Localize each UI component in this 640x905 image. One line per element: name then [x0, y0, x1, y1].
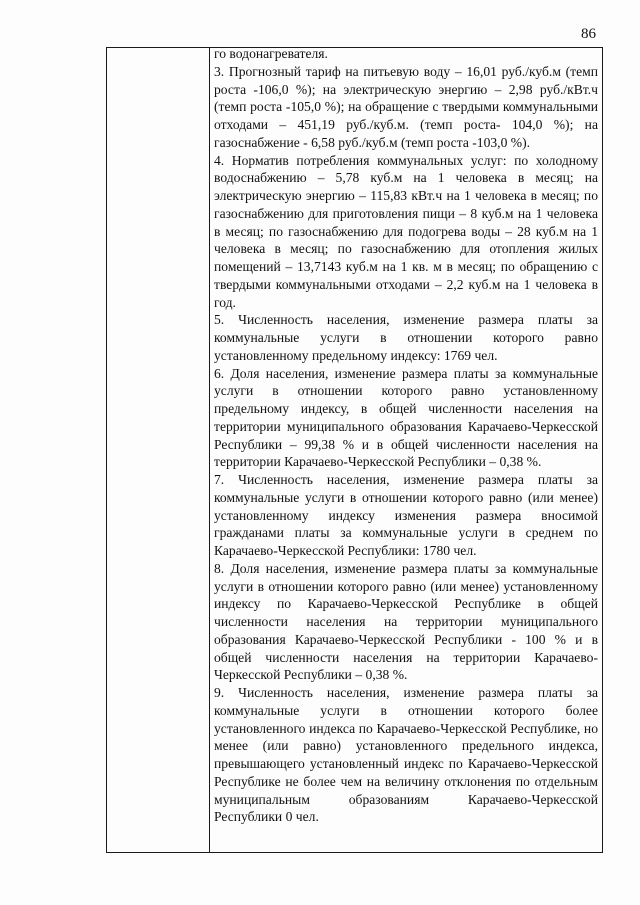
- table-cell-content: [214, 45, 598, 826]
- paragraph-item-4: 4. Норматив потребления коммунальных услуг: по холодному водоснабжению – 5,78 куб.м на 1 человека в месяц; на электрическую энергию – 115,83 кВт.ч на 1 человека в месяц; по газоснабжению для приготовления пищи – 8 куб.м на 1 человека в месяц; по газоснабжению для подогрева воды – 28 куб.м на 1 человека в месяц; по газоснабжению для отопления жилых помещений – 13,7143 куб.м на 1 кв. м в месяц; по обращению с твердыми коммунальными отходами – 2,2 куб.м на 1 человека в год.: [214, 152, 598, 310]
- paragraph-item-8: 8. Доля населения, изменение размера платы за коммунальные услуги в отношении которого равно (или менее) установленному индексу по Карачаево-Черкесской Республике в общей численности населения на территории муниципального образования Карачаево-Черкесской Республики - 100 % и в общей численности населения на территории Карачаево-Черкесской Республики – 0,38 %.: [214, 560, 598, 683]
- paragraph-continuation: го водонагревателя.: [214, 46, 328, 61]
- paragraph-item-9: 9. Численность населения, изменение размера платы за коммунальные услуги в отношении которого более установленного индекса по Карачаево-Черкесской Республике, но менее (или равно) установленного предельного индекса, превышающего установленный индекс по Карачаево-Черкесской Республике не более чем на величину отклонения по отдельным муниципальным образованиям Карачаево-Черкесской Республики 0 чел.: [214, 685, 598, 825]
- paragraph-item-5: 5. Численность населения, изменение размера платы за коммунальные услуги в отношении которого равно установленному предельному индексу: 1769 чел.: [214, 312, 598, 363]
- paragraph-item-3: 3. Прогнозный тариф на питьевую воду – 16,01 руб./куб.м (темп роста -106,0 %); на электрическую энергию – 2,98 руб./кВт.ч (темп роста -105,0 %); на обращение с твердыми коммунальными отходами – 451,19 руб./куб.м. (темп роста- 104,0 %); на газоснабжение - 6,58 руб./куб.м (темп роста -103,0 %).: [214, 63, 598, 150]
- paragraph-item-6: 6. Доля населения, изменение размера платы за коммунальные услуги в отношении которого равно установленному предельному индексу, в общей численности населения на территории муниципального образования Карачаево-Черкесской Республики – 99,38 % и в общей численности населения на территории Карачаево-Черкесской Республики – 0,38 %.: [214, 365, 598, 470]
- page-number: 86: [581, 26, 596, 42]
- paragraph-item-7: 7. Численность населения, изменение размера платы за коммунальные услуги в отношении которого равно (или менее) установленному индексу изменения размера вносимой гражданами платы за коммунальные услуги в среднем по Карачаево-Черкесской Республики: 1780 чел.: [214, 472, 598, 558]
- table-column-divider: [209, 47, 210, 853]
